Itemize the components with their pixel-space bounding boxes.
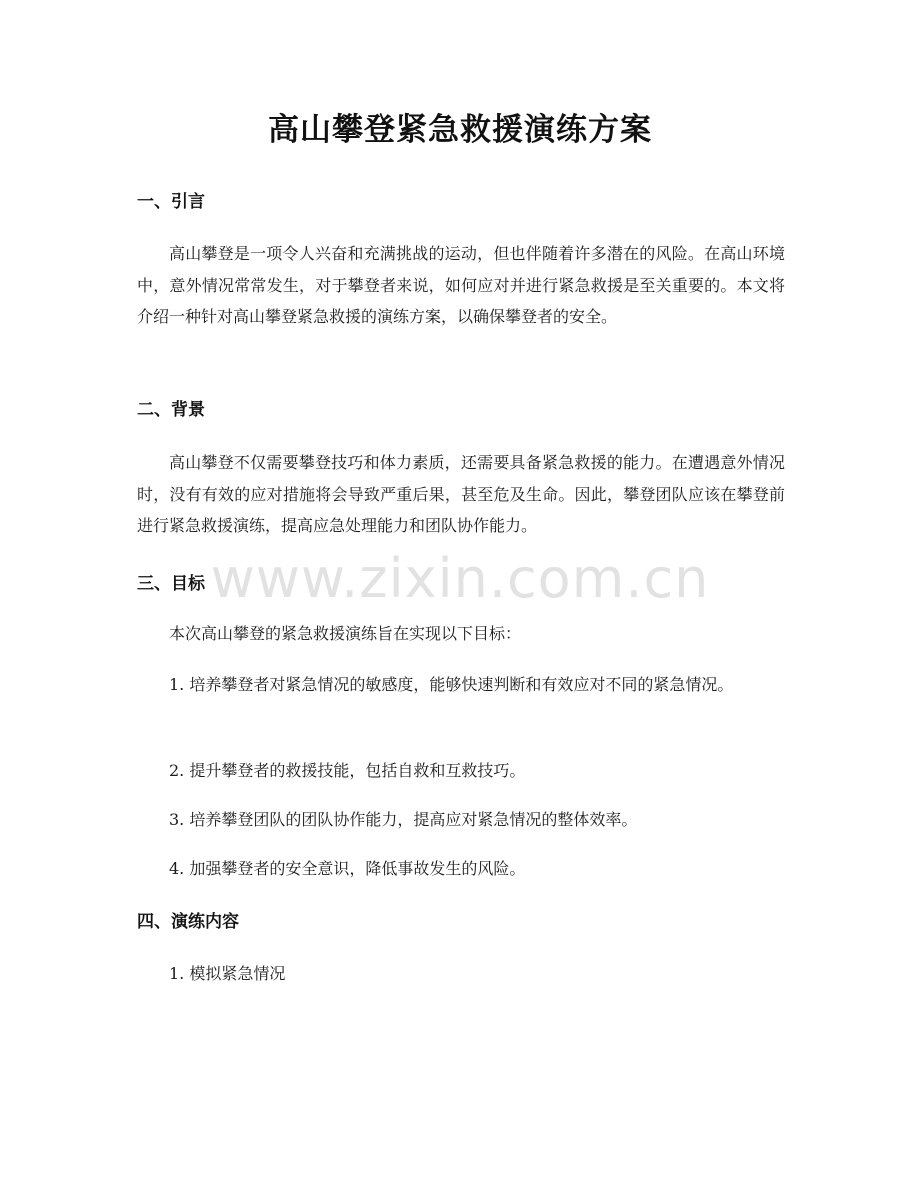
- goal-item-3: 3. 培养攀登团队的团队协作能力，提高应对紧急情况的整体效率。: [169, 810, 638, 829]
- content-item-1: 1. 模拟紧急情况: [169, 964, 286, 983]
- goal-item-1: 1. 培养攀登者对紧急情况的敏感度，能够快速判断和有效应对不同的紧急情况。: [169, 675, 734, 694]
- section-heading-goals: 三、目标: [137, 574, 205, 594]
- intro-paragraph: 高山攀登是一项令人兴奋和充满挑战的运动，但也伴随着许多潜在的风险。在高山环境中，意外情况常常发生，对于攀登者来说，如何应对并进行紧急救援是至关重要的。本文将介绍一种针对高山攀登紧急救援的演练方案，以确保攀登者的安全。: [137, 244, 785, 326]
- document-title: 高山攀登紧急救援演练方案: [268, 112, 652, 148]
- section-heading-background: 二、背景: [137, 400, 205, 420]
- section-heading-content: 四、演练内容: [137, 912, 239, 932]
- section-heading-intro: 一、引言: [137, 192, 205, 212]
- background-paragraph: 高山攀登不仅需要攀登技巧和体力素质，还需要具备紧急救援的能力。在遭遇意外情况时，没有有效的应对措施将会导致严重后果，甚至危及生命。因此，攀登团队应该在攀登前进行紧急救援演练，提高应急处理能力和团队协作能力。: [137, 453, 785, 535]
- goal-item-2: 2. 提升攀登者的救援技能，包括自救和互救技巧。: [169, 761, 526, 780]
- watermark-text: www.zixin.com.cn: [210, 547, 710, 610]
- goal-item-4: 4. 加强攀登者的安全意识，降低事故发生的风险。: [169, 859, 526, 878]
- goals-intro: 本次高山攀登的紧急救援演练旨在实现以下目标：: [169, 624, 522, 643]
